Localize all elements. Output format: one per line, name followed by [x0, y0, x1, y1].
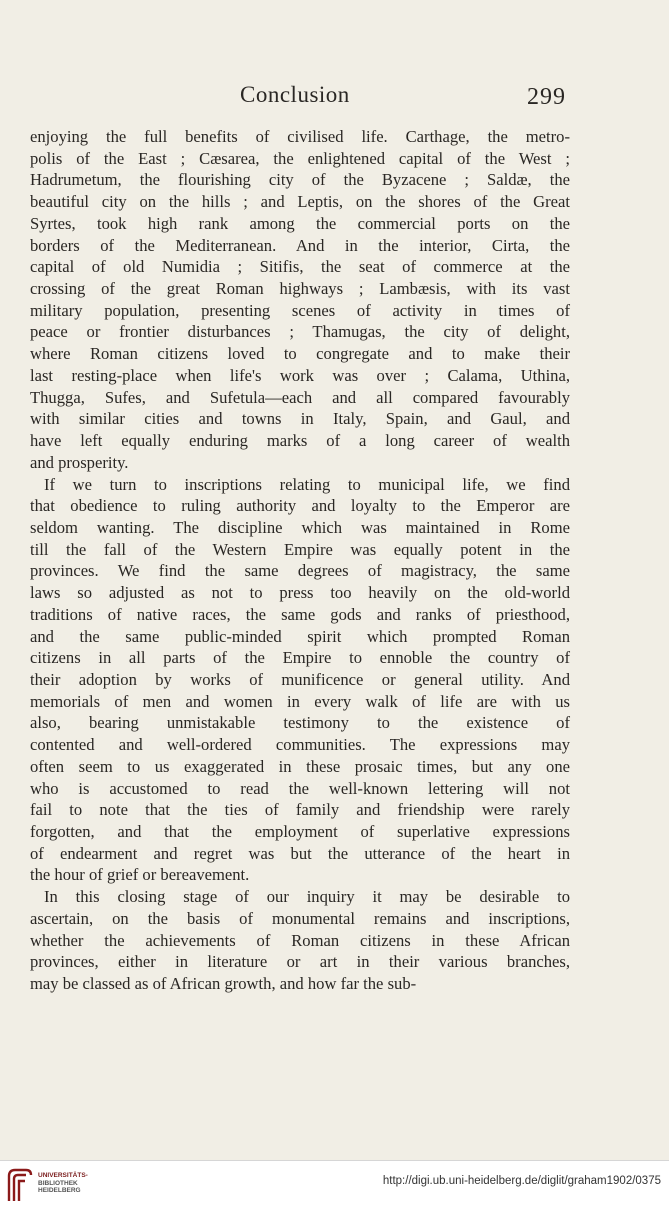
text-line: polis of the East ; Cæsarea, the enlightened capital of the West ; — [30, 148, 570, 168]
text-line: forgotten, and that the employment of superlative expressions — [30, 822, 570, 841]
footer-bar — [0, 1160, 669, 1209]
text-line: last resting-place when life's work was over ; Calama, Uthina, — [30, 365, 570, 385]
text-line: where Roman citizens loved to congregate and to make their — [30, 344, 570, 364]
text-line: of endearment and regret was but the utterance of the heart in — [30, 843, 570, 863]
text-line: military population, presenting scenes of activity in times of — [30, 300, 570, 320]
text-line: that obedience to ruling authority and loyalty to the Emperor are — [30, 496, 570, 516]
paragraph — [30, 474, 570, 887]
text-line: Syrtes, took high rank among the commercial ports on the — [30, 213, 570, 233]
text-line: Hadrumetum, the flourishing city of the Byzacene ; Saldæ, the — [30, 170, 570, 190]
text-line: laws so adjusted as not to press too heavily on the old-world — [30, 583, 570, 603]
text-line: traditions of native races, the same gods and ranks of priesthood, — [30, 604, 570, 624]
text-line: If we turn to inscriptions relating to municipal life, we find — [44, 474, 570, 494]
text-line: citizens in all parts of the Empire to ennoble the country of — [30, 648, 570, 668]
text-line: provinces. We find the same degrees of magistracy, the same — [30, 561, 570, 581]
text-line: the hour of grief or bereavement. — [30, 865, 250, 885]
text-line: and prosperity. — [30, 452, 129, 472]
text-line: borders of the Mediterranean. And in the interior, Cirta, the — [30, 235, 570, 255]
paragraph — [30, 126, 570, 474]
library-line-3: HEIDELBERG — [38, 1187, 81, 1194]
text-line: crossing of the great Roman highways ; Lambæsis, with its vast — [30, 279, 570, 299]
text-line: peace or frontier disturbances ; Thamugas, the city of delight, — [30, 322, 570, 342]
library-name — [38, 1172, 88, 1195]
text-line: may be classed as of African growth, and how far the sub- — [30, 974, 417, 994]
page-number: 299 — [527, 84, 566, 110]
text-line: who is accustomed to read the well-known lettering will not — [30, 778, 570, 798]
source-url-link[interactable]: http://digi.ub.uni-heidelberg.de/diglit/graham1902/0375 — [382, 1175, 661, 1187]
paragraph — [30, 886, 570, 995]
text-line: capital of old Numidia ; Sitifis, the seat of commerce at the — [30, 257, 570, 277]
page-header — [0, 82, 669, 116]
library-line-1: UNIVERSITÄTS- — [38, 1172, 88, 1179]
text-line: In this closing stage of our inquiry it may be desirable to — [44, 887, 570, 907]
text-line: seldom wanting. The discipline which was maintained in Rome — [30, 517, 570, 537]
running-title: Conclusion — [240, 82, 350, 107]
text-line: fail to note that the ties of family and friendship were rarely — [30, 800, 570, 820]
text-line: and the same public-minded spirit which prompted Roman — [30, 626, 570, 646]
text-line: whether the achievements of Roman citizens in these African — [30, 930, 570, 950]
text-line: Thugga, Sufes, and Sufetula—each and all compared favourably — [30, 387, 570, 407]
text-line: beautiful city on the hills ; and Leptis, on the shores of the Great — [30, 192, 570, 212]
text-line: with similar cities and towns in Italy, Spain, and Gaul, and — [30, 409, 570, 429]
library-line-2: BIBLIOTHEK — [38, 1179, 78, 1187]
body-text — [30, 126, 570, 995]
text-line: enjoying the full benefits of civilised life. Carthage, the metro- — [30, 127, 570, 146]
text-line: memorials of men and women in every walk of life are with us — [30, 691, 570, 711]
library-logo-icon — [6, 1167, 34, 1203]
text-line: ascertain, on the basis of monumental remains and inscriptions, — [30, 908, 570, 928]
text-line: till the fall of the Western Empire was equally potent in the — [30, 539, 570, 559]
text-line: contented and well-ordered communities. The expressions may — [30, 735, 570, 755]
text-line: provinces, either in literature or art in their various branches, — [30, 952, 570, 972]
text-line: also, bearing unmistakable testimony to the existence of — [30, 713, 570, 733]
text-line: have left equally enduring marks of a long career of wealth — [30, 431, 570, 451]
text-line: their adoption by works of munificence or general utility. And — [30, 669, 570, 689]
text-line: often seem to us exaggerated in these prosaic times, but any one — [30, 756, 570, 776]
